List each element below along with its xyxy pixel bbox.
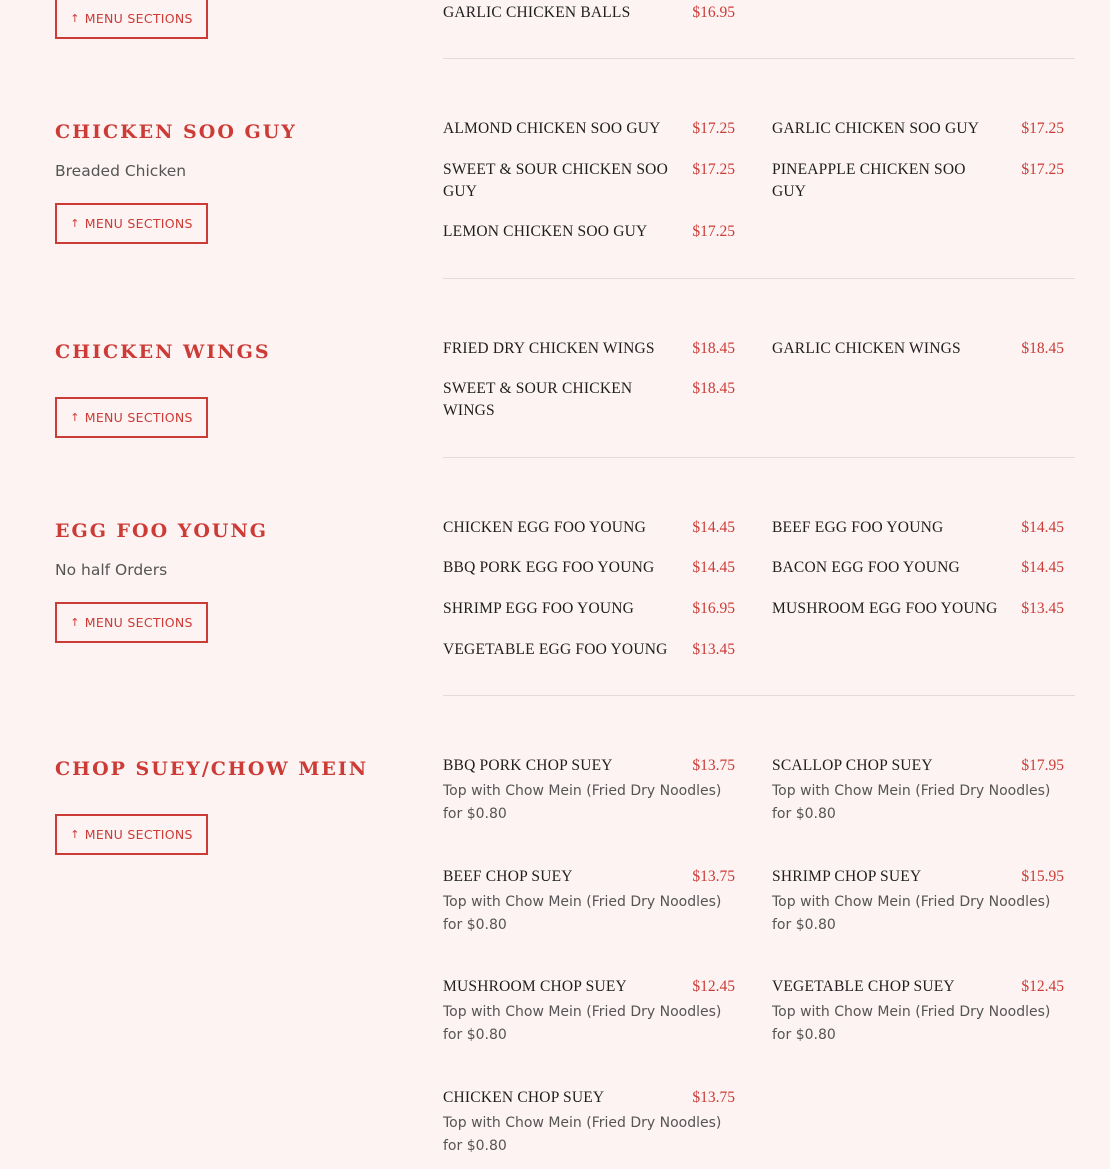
item-price: $12.45	[692, 978, 735, 995]
menu-item	[772, 557, 1064, 579]
item-price: $13.75	[692, 757, 735, 774]
arrow-up-icon: ↑	[70, 12, 80, 25]
item-price: $17.25	[692, 161, 735, 178]
item-name: BEEF CHOP SUEY	[443, 868, 573, 885]
divider	[443, 278, 1075, 279]
menu-sections-label: MENU SECTIONS	[84, 11, 193, 26]
menu-item	[772, 517, 1064, 539]
menu-item	[443, 1087, 735, 1158]
section-description: Breaded Chicken	[55, 162, 187, 180]
menu-sections-button[interactable]	[55, 814, 208, 855]
menu-item	[443, 866, 735, 937]
item-price: $13.75	[692, 1089, 735, 1106]
menu-item	[772, 976, 1064, 1047]
item-price: $13.75	[692, 868, 735, 885]
item-name: GARLIC CHICKEN SOO GUY	[772, 120, 980, 137]
item-name: FRIED DRY CHICKEN WINGS	[443, 340, 655, 357]
item-name: PINEAPPLE CHICKEN SOO GUY	[772, 161, 966, 200]
item-name: GARLIC CHICKEN WINGS	[772, 340, 961, 357]
menu-item	[443, 221, 735, 243]
menu-item	[443, 159, 735, 203]
item-price: $13.45	[692, 641, 735, 658]
menu-sections-label: MENU SECTIONS	[84, 216, 193, 231]
item-name: BBQ PORK EGG FOO YOUNG	[443, 559, 655, 576]
menu-item	[443, 517, 735, 539]
item-description: Top with Chow Mein (Fried Dry Noodles) for $0.80	[772, 783, 1051, 822]
menu-item	[443, 338, 735, 360]
item-price: $14.45	[1021, 519, 1064, 536]
menu-item	[772, 755, 1064, 826]
item-name: VEGETABLE EGG FOO YOUNG	[443, 641, 668, 658]
item-name: GARLIC CHICKEN BALLS	[443, 4, 631, 21]
item-price: $14.45	[692, 519, 735, 536]
menu-item	[443, 378, 735, 422]
item-name: SCALLOP CHOP SUEY	[772, 757, 933, 774]
section-header-egg-foo-young	[55, 520, 268, 579]
arrow-up-icon: ↑	[70, 217, 80, 230]
item-price: $18.45	[692, 340, 735, 357]
item-name: CHICKEN CHOP SUEY	[443, 1089, 605, 1106]
menu-item	[772, 866, 1064, 937]
menu-sections-button[interactable]	[55, 397, 208, 438]
menu-sections-label: MENU SECTIONS	[84, 615, 193, 630]
menu-sections-button[interactable]	[55, 602, 208, 643]
item-name: SWEET & SOUR CHICKEN WINGS	[443, 380, 633, 419]
item-name: MUSHROOM EGG FOO YOUNG	[772, 600, 998, 617]
menu-item	[443, 118, 735, 140]
section-header-soo-guy	[55, 121, 297, 180]
item-description: Top with Chow Mein (Fried Dry Noodles) for $0.80	[443, 1115, 722, 1154]
item-price: $17.25	[692, 223, 735, 240]
item-name: SHRIMP EGG FOO YOUNG	[443, 600, 635, 617]
item-name: VEGETABLE CHOP SUEY	[772, 978, 955, 995]
menu-item	[443, 2, 735, 24]
section-description: No half Orders	[55, 561, 168, 579]
item-price: $16.95	[692, 4, 735, 21]
item-name: LEMON CHICKEN SOO GUY	[443, 223, 648, 240]
section-title: CHICKEN SOO GUY	[55, 121, 297, 143]
menu-sections-label: MENU SECTIONS	[84, 410, 193, 425]
item-price: $13.45	[1021, 600, 1064, 617]
menu-item	[772, 118, 1064, 140]
menu-sections-label: MENU SECTIONS	[84, 827, 193, 842]
item-name: MUSHROOM CHOP SUEY	[443, 978, 627, 995]
item-price: $12.45	[1021, 978, 1064, 995]
menu-item	[443, 755, 735, 826]
divider	[443, 695, 1075, 696]
section-title: CHOP SUEY/CHOW MEIN	[55, 758, 369, 780]
item-price: $17.95	[1021, 757, 1064, 774]
item-name: SHRIMP CHOP SUEY	[772, 868, 922, 885]
arrow-up-icon: ↑	[70, 411, 80, 424]
item-description: Top with Chow Mein (Fried Dry Noodles) for $0.80	[772, 894, 1051, 933]
menu-item	[443, 976, 735, 1047]
menu-item	[772, 598, 1064, 620]
section-title: CHICKEN WINGS	[55, 341, 271, 363]
arrow-up-icon: ↑	[70, 616, 80, 629]
item-name: BEEF EGG FOO YOUNG	[772, 519, 944, 536]
menu-sections-button[interactable]	[55, 203, 208, 244]
menu-item	[443, 639, 735, 661]
item-description: Top with Chow Mein (Fried Dry Noodles) for $0.80	[443, 783, 722, 822]
item-name: CHICKEN EGG FOO YOUNG	[443, 519, 646, 536]
section-header-chop-suey	[55, 758, 368, 780]
menu-item	[443, 557, 735, 579]
item-name: SWEET & SOUR CHICKEN SOO GUY	[443, 161, 668, 200]
divider	[443, 457, 1075, 458]
item-price: $15.95	[1021, 868, 1064, 885]
item-price: $14.45	[1021, 559, 1064, 576]
item-description: Top with Chow Mein (Fried Dry Noodles) for $0.80	[443, 894, 722, 933]
divider	[443, 58, 1075, 59]
item-price: $17.25	[1021, 161, 1064, 178]
item-price: $18.45	[1021, 340, 1064, 357]
section-header-wings	[55, 341, 271, 363]
item-price: $16.95	[692, 600, 735, 617]
item-description: Top with Chow Mein (Fried Dry Noodles) for $0.80	[443, 1004, 722, 1043]
menu-item	[443, 598, 735, 620]
item-price: $18.45	[692, 380, 735, 397]
item-price: $14.45	[692, 559, 735, 576]
item-price: $17.25	[692, 120, 735, 137]
menu-item	[772, 159, 1064, 203]
menu-item	[772, 338, 1064, 360]
item-name: BACON EGG FOO YOUNG	[772, 559, 960, 576]
item-name: BBQ PORK CHOP SUEY	[443, 757, 613, 774]
menu-sections-button[interactable]	[55, 0, 208, 39]
item-description: Top with Chow Mein (Fried Dry Noodles) for $0.80	[772, 1004, 1051, 1043]
arrow-up-icon: ↑	[70, 828, 80, 841]
item-price: $17.25	[1021, 120, 1064, 137]
section-title: EGG FOO YOUNG	[55, 520, 269, 542]
item-name: ALMOND CHICKEN SOO GUY	[443, 120, 661, 137]
